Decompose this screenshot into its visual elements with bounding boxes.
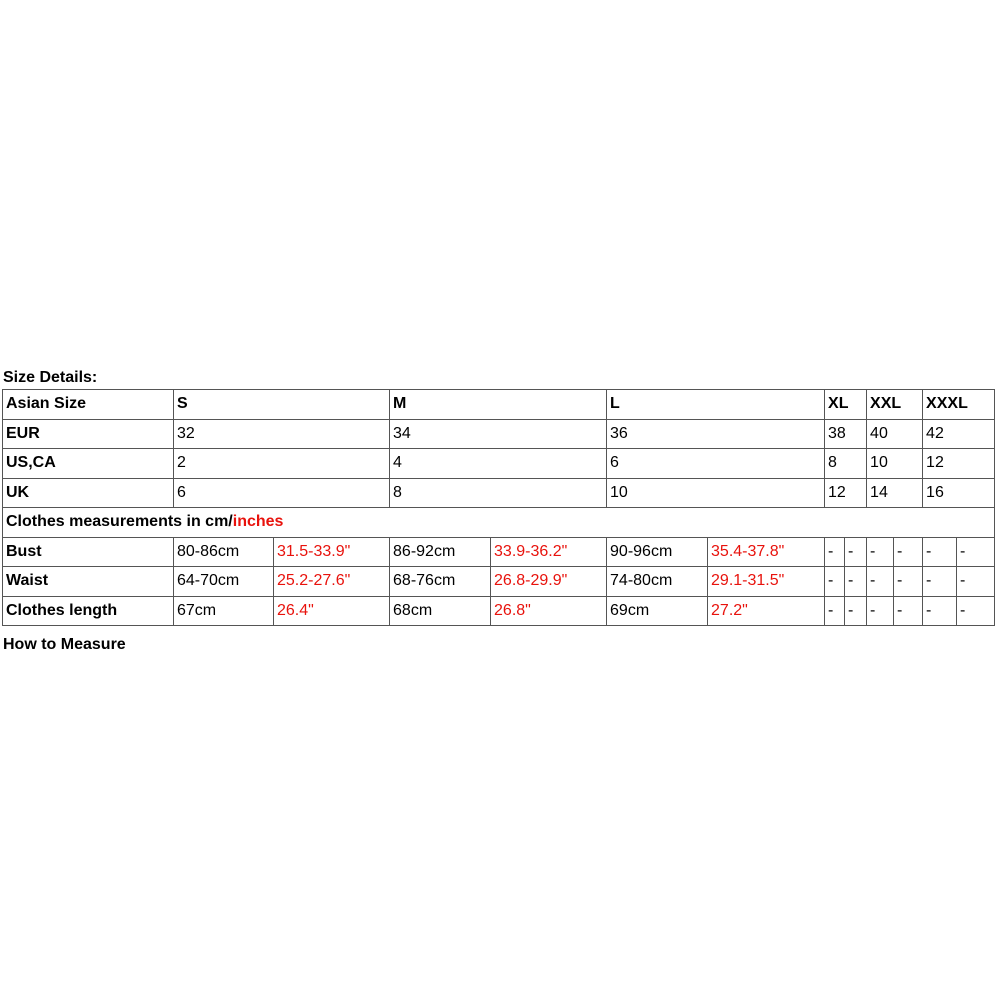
inch-value: 29.1-31.5" — [708, 567, 825, 597]
size-cell: 2 — [174, 449, 390, 479]
size-cell: 6 — [174, 478, 390, 508]
empty-value: - — [845, 567, 867, 597]
size-cell: 38 — [825, 419, 867, 449]
size-row-us-ca — [3, 449, 995, 479]
inch-value: 25.2-27.6" — [274, 567, 390, 597]
cm-value: 80-86cm — [174, 537, 274, 567]
inch-value: 27.2" — [708, 596, 825, 626]
size-cell: 40 — [867, 419, 923, 449]
row-label: Asian Size — [3, 390, 174, 420]
empty-value: - — [923, 537, 957, 567]
size-cell: 32 — [174, 419, 390, 449]
size-cell: 10 — [867, 449, 923, 479]
size-cell: 42 — [923, 419, 995, 449]
empty-value: - — [825, 567, 845, 597]
empty-value: - — [894, 596, 923, 626]
empty-value: - — [845, 537, 867, 567]
empty-value: - — [867, 596, 894, 626]
empty-value: - — [923, 596, 957, 626]
empty-value: - — [923, 567, 957, 597]
size-cell: 6 — [607, 449, 825, 479]
row-label: Waist — [3, 567, 174, 597]
size-cell: 8 — [390, 478, 607, 508]
size-cell: 12 — [923, 449, 995, 479]
size-cell: M — [390, 390, 607, 420]
empty-value: - — [825, 596, 845, 626]
measurements-heading-inches: inches — [232, 513, 284, 531]
empty-value: - — [825, 537, 845, 567]
size-row-eur — [3, 419, 995, 449]
measure-row-bust — [3, 537, 995, 567]
inch-value: 26.8-29.9" — [491, 567, 607, 597]
measure-row-waist — [3, 567, 995, 597]
size-cell: 36 — [607, 419, 825, 449]
cm-value: 69cm — [607, 596, 708, 626]
size-cell: XXXL — [923, 390, 995, 420]
size-row-asian — [3, 390, 995, 420]
inch-value: 31.5-33.9" — [274, 537, 390, 567]
row-label: EUR — [3, 419, 174, 449]
size-cell: XL — [825, 390, 867, 420]
size-chart-table — [2, 389, 995, 626]
inch-value: 33.9-36.2" — [491, 537, 607, 567]
row-label: Clothes length — [3, 596, 174, 626]
empty-value: - — [867, 567, 894, 597]
cm-value: 74-80cm — [607, 567, 708, 597]
row-label: US,CA — [3, 449, 174, 479]
inch-value: 35.4-37.8" — [708, 537, 825, 567]
empty-value: - — [957, 596, 995, 626]
size-cell: 12 — [825, 478, 867, 508]
size-cell: L — [607, 390, 825, 420]
inch-value: 26.4" — [274, 596, 390, 626]
empty-value: - — [867, 537, 894, 567]
size-details-heading: Size Details: — [3, 369, 98, 386]
cm-value: 90-96cm — [607, 537, 708, 567]
empty-value: - — [957, 567, 995, 597]
cut-off-heading-text: How to Measure — [3, 636, 126, 653]
inch-value: 26.8" — [491, 596, 607, 626]
size-cell: 14 — [867, 478, 923, 508]
empty-value: - — [894, 537, 923, 567]
row-label: Bust — [3, 537, 174, 567]
size-cell: XXL — [867, 390, 923, 420]
empty-value: - — [845, 596, 867, 626]
empty-value: - — [894, 567, 923, 597]
measurements-heading-cm: Clothes measurements in cm/ — [6, 513, 233, 531]
cm-value: 67cm — [174, 596, 274, 626]
size-cell: 4 — [390, 449, 607, 479]
size-cell: S — [174, 390, 390, 420]
cm-value: 68-76cm — [390, 567, 491, 597]
measure-row-clothes-length — [3, 596, 995, 626]
size-cell: 10 — [607, 478, 825, 508]
cm-value: 86-92cm — [390, 537, 491, 567]
size-cell: 34 — [390, 419, 607, 449]
row-label: UK — [3, 478, 174, 508]
size-cell: 16 — [923, 478, 995, 508]
empty-value: - — [957, 537, 995, 567]
cm-value: 64-70cm — [174, 567, 274, 597]
measurements-heading — [3, 508, 995, 538]
cm-value: 68cm — [390, 596, 491, 626]
size-row-uk — [3, 478, 995, 508]
cut-off-heading — [3, 636, 126, 654]
measurements-heading-row — [3, 508, 995, 538]
size-cell: 8 — [825, 449, 867, 479]
